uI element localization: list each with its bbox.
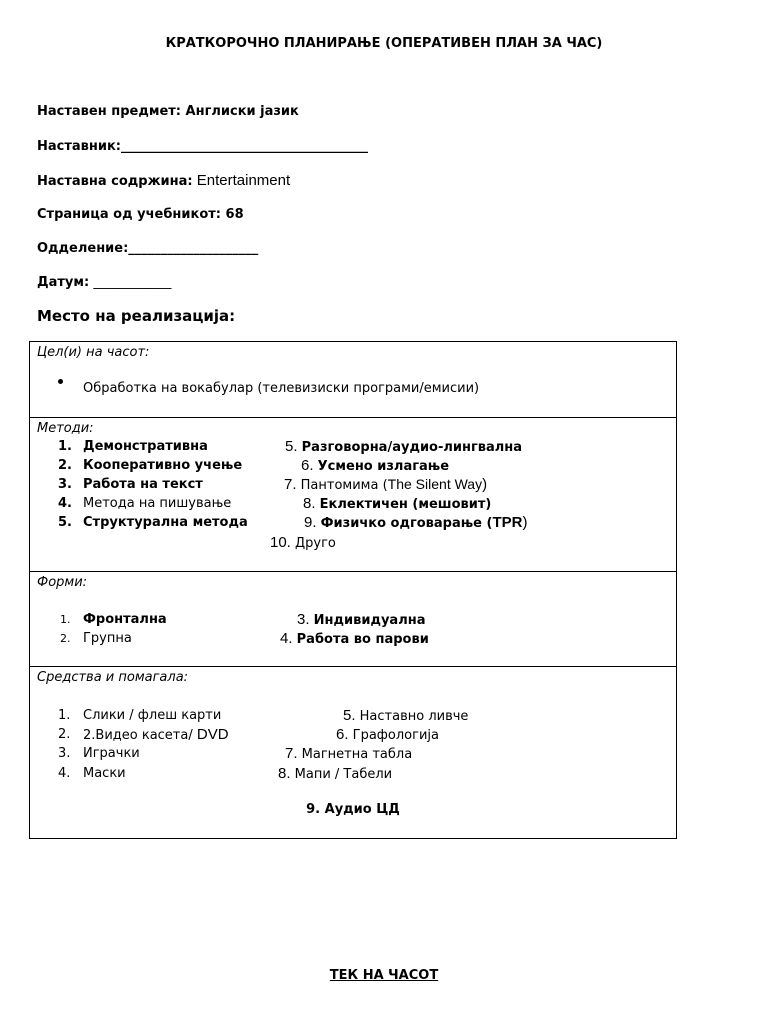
bullet-icon: [58, 379, 63, 384]
method-item: Работа на текст: [83, 477, 203, 492]
list-number: 3.: [58, 746, 71, 761]
list-number: 1.: [60, 613, 71, 626]
list-number: 5.: [285, 438, 298, 455]
subject-field: Наставен предмет: Англиски јазик: [37, 104, 299, 119]
methods-title: Методи:: [37, 421, 94, 436]
list-number: 10.: [270, 534, 291, 551]
list-number: 1.: [58, 708, 71, 723]
content-value: Entertainment: [196, 172, 291, 189]
list-number: 2.: [58, 458, 72, 473]
list-number: 6.: [336, 726, 349, 743]
list-number: 7.: [284, 476, 297, 493]
forms-section: [29, 571, 677, 667]
goals-title: Цел(и) на часот:: [37, 345, 150, 360]
lesson-flow-heading: ТЕК НА ЧАСОТ: [329, 968, 439, 983]
tool-item: 7. Магнетна табла: [285, 745, 413, 762]
tool-item-audio: 9. Аудио ЦД: [306, 802, 400, 817]
method-item: 7. Пантомима (The Silent Way): [284, 476, 488, 493]
method-item: Структурална метода: [83, 515, 248, 530]
form-item: Фронтална: [83, 612, 167, 627]
list-number: 3.: [58, 477, 72, 492]
list-number: 3.: [297, 611, 310, 628]
list-number: 2.: [60, 632, 71, 645]
list-number: 5.: [58, 515, 72, 530]
list-number: 4.: [58, 496, 72, 511]
content-label: Наставна содржина:: [37, 174, 193, 189]
form-item: 3. Индивидуална: [297, 611, 426, 628]
date-field: [37, 275, 171, 290]
method-item: 6. Усмено излагање: [301, 457, 450, 474]
date-label: Датум:: [37, 275, 90, 290]
form-item: 4. Работа во парови: [280, 630, 429, 647]
tool-item: 2.Видео касета/ DVD: [83, 726, 229, 743]
method-item: 9. Физичко одговарање (TPR): [304, 514, 528, 531]
tool-item: Слики / флеш карти: [83, 708, 222, 723]
tools-title: Средства и помагала:: [37, 670, 189, 685]
goals-section: [29, 341, 677, 418]
content-field: [37, 172, 290, 189]
list-number: 5.: [343, 707, 356, 724]
place-field: Место на реализација:: [37, 307, 236, 325]
page-field: Страница од учебникот: 68: [37, 207, 244, 222]
list-number: 9.: [304, 514, 317, 531]
list-number: 8.: [303, 495, 316, 512]
method-item: 10. Друго: [270, 534, 336, 551]
date-blank: ____________: [93, 275, 172, 290]
tool-item: 6. Графологија: [336, 726, 439, 743]
goal-item: Обработка на вокабулар (телевизиски програми/емисии): [83, 381, 480, 396]
list-number: 1.: [58, 439, 72, 454]
tool-item: 8. Мапи / Табели: [278, 765, 393, 782]
method-item: 5. Разговорна/аудио-лингвална: [285, 438, 523, 455]
list-number: 6.: [301, 457, 314, 474]
tools-section: [29, 666, 677, 839]
method-item: 8. Еклектичен (мешовит): [303, 495, 492, 512]
list-number: 4.: [280, 630, 293, 647]
method-item: Метода на пишување: [83, 496, 232, 511]
tool-item: Играчки: [83, 746, 140, 761]
tool-item: Маски: [83, 766, 126, 781]
form-item: Групна: [83, 631, 132, 646]
document-title: КРАТКОРОЧНО ПЛАНИРАЊЕ (ОПЕРАТИВЕН ПЛАН ЗА ЧАС): [165, 36, 603, 51]
tool-item: 5. Наставно ливче: [343, 707, 469, 724]
method-item: Демонстративна: [83, 439, 208, 454]
forms-title: Форми:: [37, 575, 88, 590]
list-number: 2.: [58, 727, 71, 742]
method-item: Кооперативно учење: [83, 458, 243, 473]
class-field: Одделение:____________________: [37, 241, 259, 256]
list-number: 4.: [58, 766, 71, 781]
methods-section: [29, 417, 677, 572]
list-number: 8.: [278, 765, 291, 782]
list-number: 7.: [285, 745, 298, 762]
teacher-field: Наставник:______________________________________: [37, 139, 369, 154]
